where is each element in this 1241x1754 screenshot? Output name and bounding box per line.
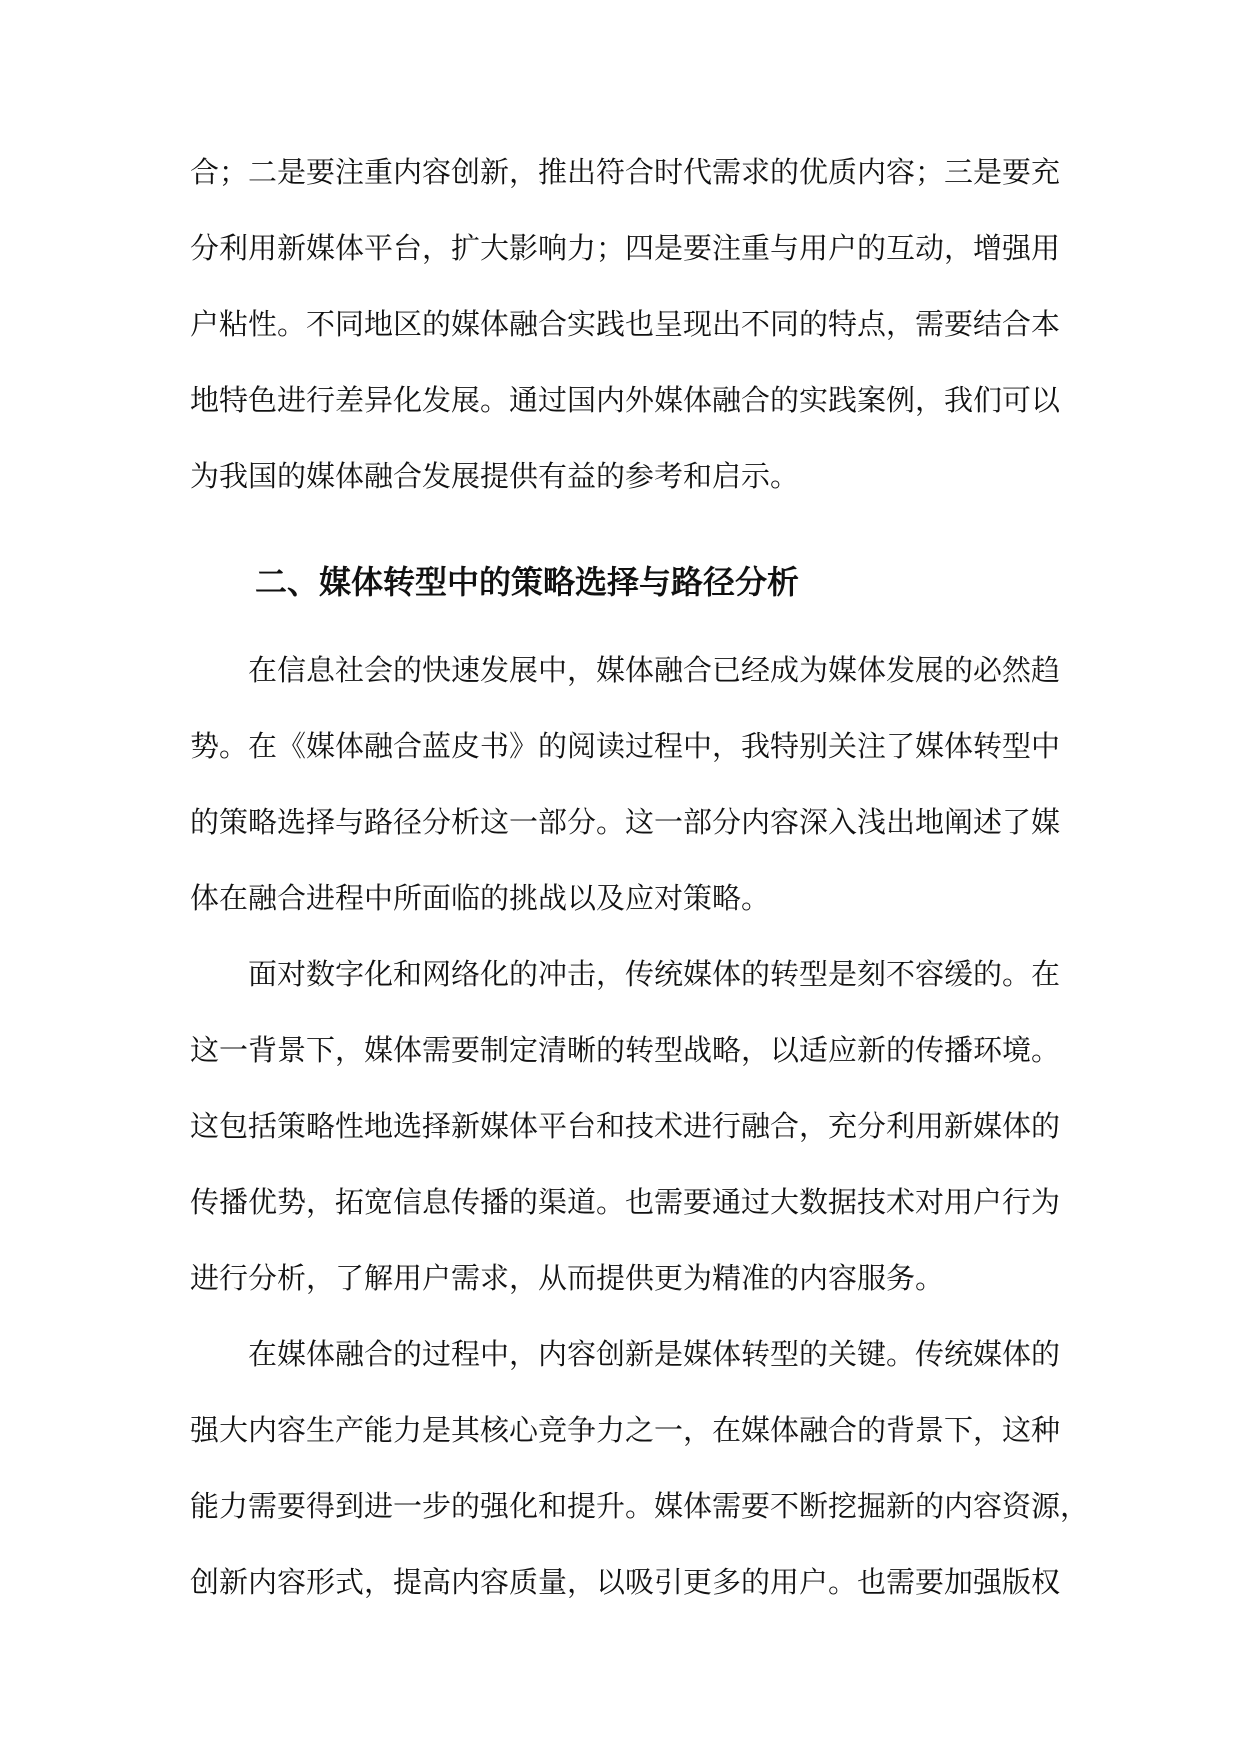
paragraph-line: 户粘性。不同地区的媒体融合实践也呈现出不同的特点，需要结合本 [190, 307, 1061, 341]
paragraph-line: 体在融合进程中所面临的挑战以及应对策略。 [190, 881, 771, 915]
paragraph-line: 能力需要得到进一步的强化和提升。媒体需要不断挖掘新的内容资源， [190, 1489, 1090, 1523]
paragraph-line: 传播优势，拓宽信息传播的渠道。也需要通过大数据技术对用户行为 [190, 1185, 1061, 1219]
paragraph-line: 分利用新媒体平台，扩大影响力；四是要注重与用户的互动，增强用 [190, 231, 1061, 265]
paragraph-line: 进行分析，了解用户需求，从而提供更为精准的内容服务。 [190, 1261, 945, 1295]
paragraph-line: 在媒体融合的过程中，内容创新是媒体转型的关键。传统媒体的 [248, 1337, 1061, 1371]
section-heading: 二、媒体转型中的策略选择与路径分析 [255, 563, 800, 601]
paragraph-line: 这包括策略性地选择新媒体平台和技术进行融合，充分利用新媒体的 [190, 1109, 1061, 1143]
paragraph-line: 强大内容生产能力是其核心竞争力之一，在媒体融合的背景下，这种 [190, 1413, 1061, 1447]
paragraph-line: 创新内容形式，提高内容质量，以吸引更多的用户。也需要加强版权 [190, 1565, 1061, 1599]
paragraph-line: 这一背景下，媒体需要制定清晰的转型战略，以适应新的传播环境。 [190, 1033, 1061, 1067]
paragraph-line: 面对数字化和网络化的冲击，传统媒体的转型是刻不容缓的。在 [248, 957, 1061, 991]
paragraph-line: 合；二是要注重内容创新，推出符合时代需求的优质内容；三是要充 [190, 155, 1061, 189]
paragraph-line: 势。在《媒体融合蓝皮书》的阅读过程中，我特别关注了媒体转型中 [190, 729, 1061, 763]
paragraph-line: 的策略选择与路径分析这一部分。这一部分内容深入浅出地阐述了媒 [190, 805, 1061, 839]
paragraph-line: 在信息社会的快速发展中，媒体融合已经成为媒体发展的必然趋 [248, 653, 1061, 687]
paragraph-line: 地特色进行差异化发展。通过国内外媒体融合的实践案例，我们可以 [190, 383, 1061, 417]
paragraph-line: 为我国的媒体融合发展提供有益的参考和启示。 [190, 459, 800, 493]
